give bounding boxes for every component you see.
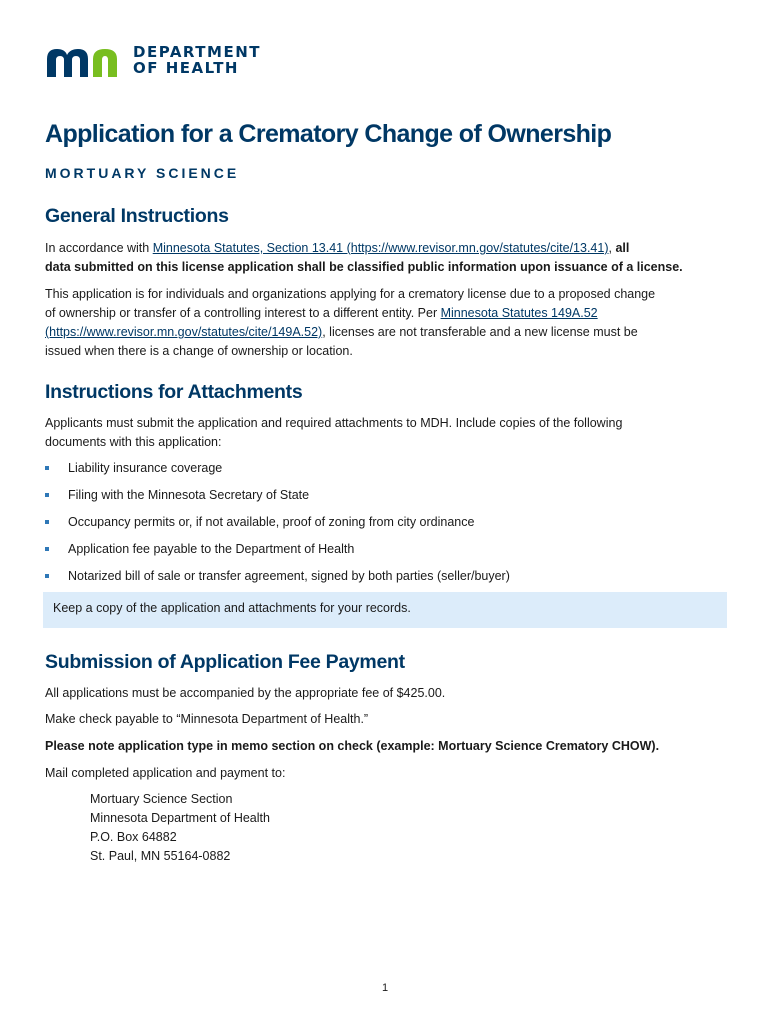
p1-bold-rest: data submitted on this license application shall be classified public information upon issuance of a license. [45,260,683,274]
logo-line-1: DEPARTMENT [133,43,261,61]
records-note-box [43,592,727,628]
payment-heading: Submission of Application Fee Payment [45,651,405,673]
address-line: Mortuary Science Section [90,792,233,806]
p2-line-2-text: of ownership or transfer of a controlling interest to a different entity. Per [45,306,441,320]
statute-13-41-link[interactable]: Minnesota Statutes, Section 13.41 (https://www.revisor.mn.gov/statutes/cite/13.41) [152,241,609,255]
bullet-icon [45,466,49,470]
bullet-icon [45,547,49,551]
logo-line-2: OF HEALTH [133,59,239,77]
mailing-address [90,790,270,866]
attachments-list [45,459,510,594]
attachment-item-label: Liability insurance coverage [68,461,223,475]
p2-line-1: This application is for individuals and organizations applying for a crematory license due to a proposed change [45,287,656,301]
attachment-item-label: Occupancy permits or, if not available, proof of zoning from city ordinance [68,515,475,529]
document-title: Application for a Crematory Change of Ownership [45,120,612,148]
address-line: P.O. Box 64882 [90,830,177,844]
address-line: St. Paul, MN 55164-0882 [90,849,231,863]
bullet-icon [45,493,49,497]
logo-wordmark [133,44,261,76]
general-paragraph-1 [45,239,725,277]
document-subtitle: MORTUARY SCIENCE [45,165,240,181]
attachments-intro-line-2: documents with this application: [45,435,222,449]
attachment-item [45,459,510,486]
p1-bold-start: all [615,241,630,255]
attachments-intro-line-1: Applicants must submit the application and required attachments to MDH. Include copies of the following [45,416,623,430]
p1-comma: , [608,241,616,255]
attachment-item-label: Application fee payable to the Department of Health [68,542,355,556]
attachments-heading: Instructions for Attachments [45,381,303,403]
page-number: 1 [381,982,389,994]
attachment-item [45,567,510,594]
statute-149a-52-url-link[interactable]: (https://www.revisor.mn.gov/statutes/cite/149A.52) [45,325,323,339]
statute-149a-52-link[interactable]: Minnesota Statutes 149A.52 [440,306,598,320]
bullet-icon [45,520,49,524]
attachment-item-label: Notarized bill of sale or transfer agreement, signed by both parties (seller/buyer) [68,569,510,583]
attachments-intro [45,414,725,452]
records-note-text: Keep a copy of the application and attachments for your records. [53,601,411,615]
logo-n-shape [93,49,117,77]
attachment-item [45,513,510,540]
attachment-item [45,486,510,513]
logo-m-shape [47,49,88,77]
attachment-item [45,540,510,567]
payment-line-1: All applications must be accompanied by the appropriate fee of $425.00. [45,686,446,700]
payment-line-4: Mail completed application and payment to: [45,766,286,780]
payment-memo-note: Please note application type in memo section on check (example: Mortuary Science Crematory CHOW). [45,739,660,753]
payment-line-3 [45,737,725,756]
address-line: Minnesota Department of Health [90,811,270,825]
p2-line-4: issued when there is a change of ownership or location. [45,344,353,358]
bullet-icon [45,574,49,578]
p2-line-3-text: , licenses are not transferable and a new license must be [322,325,638,339]
general-instructions-heading: General Instructions [45,205,229,227]
attachment-item-label: Filing with the Minnesota Secretary of State [68,488,310,502]
payment-line-2: Make check payable to “Minnesota Department of Health.” [45,712,369,726]
p1-prefix: In accordance with [45,241,153,255]
general-paragraph-2 [45,285,725,361]
